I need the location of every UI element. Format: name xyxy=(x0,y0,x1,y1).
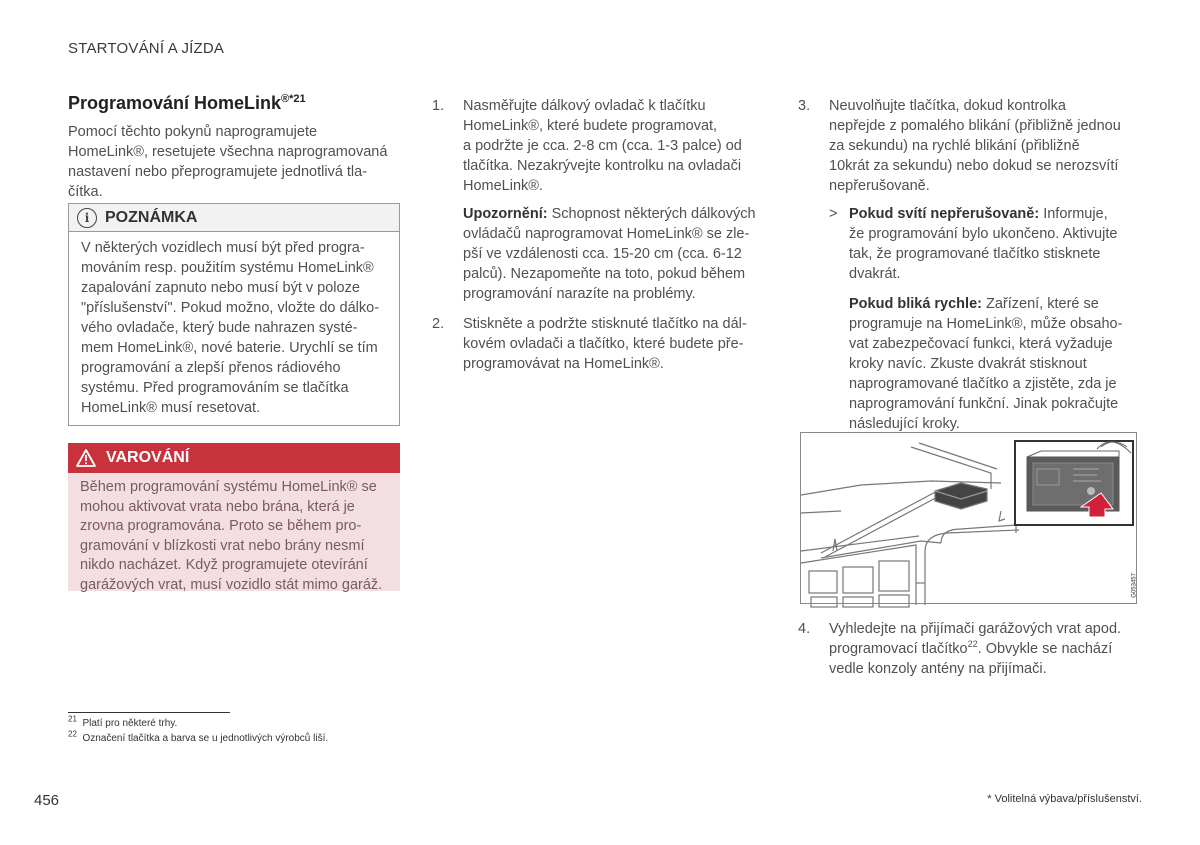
warning-box xyxy=(68,443,400,591)
note-box xyxy=(68,203,400,426)
step-3: 3. Neuvolňujte tlačítka, dokud kontrolka nepřejde z pomalého blikání (přibližně jednou za sekundu) na rychlé blikání (přibližně 10krát za sekundu) nebo dokud se nerozsvítí nepřerušovaně. > Pokud svítí nepřerušovaně: Informuje, že programování bylo ukončeno. Aktivujte tak, že programované tlačítko stisknete dvakrát. Pokud bliká rychle: Zařízení, které se programuje na HomeLink®, může obsaho- vat zabezpečovací funkci, která vyžaduje kroky navíc. Zkuste dvakrát stisknout naprogramované tlačítko a zjistěte, zda je naprogramování funkční. Jinak pokračujte následující kroky. xyxy=(798,96,1138,434)
footnote-divider xyxy=(68,712,230,713)
warning-triangle-icon xyxy=(76,449,96,467)
step-1-notice: Upozornění: Schopnost některých dálkových ovládačů naprogramovat HomeLink® se zle- pší ve vzdálenosti cca. 15-20 cm (cca. 6-12 palců). Nezapomeňte na toto, pokud během programování narazíte na problémy. xyxy=(463,206,756,302)
intro-paragraph: Pomocí těchto pokynů naprogramujete HomeLink®, resetujete všechna naprogramovaná nastavení nebo přeprogramujete jednotlivá tla- čítka. xyxy=(68,124,388,200)
step-3-result-fast: Pokud bliká rychle: Zařízení, které se programuje na HomeLink®, může obsaho- vat zabezpečovací funkci, která vyžaduje kroky navíc. Zkuste dvakrát stisknout naprogramované tlačítko a zjistěte, zda je naprogramování funkční. Jinak pokračujte následující kroky. xyxy=(849,296,1123,432)
right-column xyxy=(798,96,1138,444)
footnote-21: $^{21}$ Platí pro některé trhy. xyxy=(68,714,178,729)
middle-column xyxy=(432,96,772,384)
optional-equipment-note: * Volitelná výbava/příslušenství. xyxy=(987,793,1142,805)
warning-label: VAROVÁNÍ xyxy=(106,449,190,466)
note-label: POZNÁMKA xyxy=(105,208,198,226)
step-3-result-steady: > Pokud svítí nepřerušovaně: Informuje, že programování bylo ukončeno. Aktivujte tak, že programované tlačítko stisknete dvakrát. xyxy=(829,206,1118,282)
arrow-right-icon: > xyxy=(829,206,838,222)
chapter-title: STARTOVÁNÍ A JÍZDA xyxy=(68,40,225,57)
garage-opener-illustration xyxy=(800,432,1137,604)
warning-text: Během programování systému HomeLink® se mohou aktivovat vrata nebo brána, která je zrovna programována. Proto se během pro- gramování v blízkosti vrat nebo brány nesmí nikdo nacházet. Když programujete otevírání garážových vrat, musí vozidlo stát mimo garáž. xyxy=(80,479,383,593)
garage-illustration-svg xyxy=(801,433,1138,605)
step-2: 2. Stiskněte a podržte stisknuté tlačítko na dál- kovém ovladači a tlačítko, které budete pře- programovávat na HomeLink®. xyxy=(432,316,747,372)
info-icon: i xyxy=(77,208,97,228)
step-4: 4. Vyhledejte na přijímači garážových vrat apod. programovací tlačítko$^{22}$. Obvykle se nachází vedle konzoly antény na přijímači. xyxy=(798,621,1122,677)
page-number: 456 xyxy=(34,792,60,809)
section-title: Programování HomeLink$^{®*21}$ xyxy=(68,93,306,113)
note-text: V některých vozidlech musí být před progra- mováním resp. použitím systému HomeLink® zapalování zapnuto nebo musí být v poloze "příslušenství". Pokud možno, vložte do dálko- vého ovladače, který bude nahrazen systé- mem HomeLink®, nové baterie. Urychlí se tím programování a zlepší přenos rádiového systému. Před programováním se tlačítka HomeLink® musí resetovat. xyxy=(81,240,380,416)
step-1: 1. Nasměřujte dálkový ovladač k tlačítku HomeLink®, které budete programovat, a podržte je cca. 2-8 cm (cca. 1-3 palce) od tlačítka. Nezakrývejte kontrolku na ovladači HomeLink®. Upozornění: Schopnost některých dálkových ovládačů naprogramovat HomeLink® se zle- pší ve vzdálenosti cca. 15-20 cm (cca. 6-12 palců). Nezapomeňte na toto, pokud během programování narazíte na problémy. xyxy=(432,96,772,304)
figure-code: G053457 xyxy=(1132,573,1138,598)
footnote-22: $^{22}$ Označení tlačítka a barva se u jednotlivých výrobců liší. xyxy=(68,729,329,744)
note-header xyxy=(69,204,399,232)
warning-header xyxy=(68,443,400,473)
